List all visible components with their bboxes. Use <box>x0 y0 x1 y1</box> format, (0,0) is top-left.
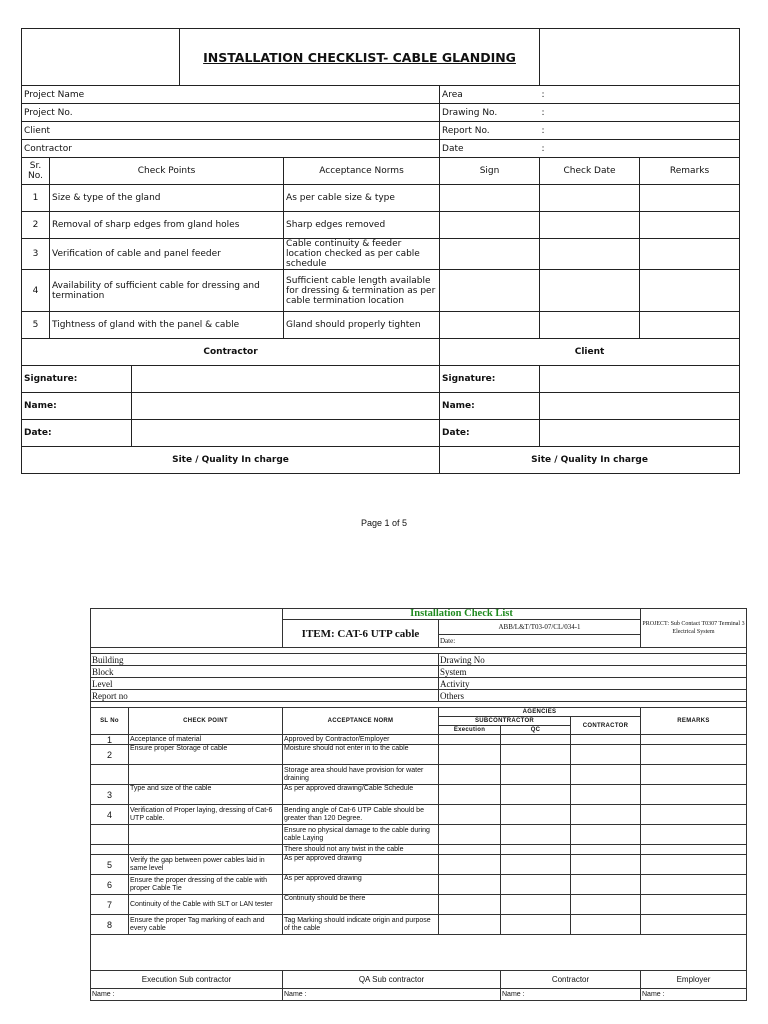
info-label: Project Name <box>22 86 440 104</box>
title-right-cell <box>540 29 740 86</box>
header-check-date: Check Date <box>540 158 640 185</box>
row-sl: 4 <box>91 805 129 825</box>
check-date-cell[interactable] <box>540 239 640 270</box>
qc-cell[interactable] <box>501 875 571 895</box>
row-norm: As per approved drawing/Cable Schedule <box>283 785 439 805</box>
table-row <box>91 915 747 935</box>
header-check-points: Check Points <box>50 158 284 185</box>
row-norm: As per cable size & type <box>284 185 440 212</box>
row-check-point: Ensure the proper Tag marking of each and every cable <box>129 915 283 935</box>
qc-cell[interactable] <box>501 855 571 875</box>
qc-cell[interactable] <box>501 785 571 805</box>
row-check-point: Verify the gap between power cables laid in same level <box>129 855 283 875</box>
row-norm: Bending angle of Cat-6 UTP Cable should be greater than 120 Degree. <box>283 805 439 825</box>
info-label: Report no <box>91 690 439 702</box>
row-check-point: Ensure proper Storage of cable <box>129 745 283 765</box>
info-label: Client <box>22 122 440 140</box>
remarks-cell[interactable] <box>640 312 740 339</box>
row-check-point: Tightness of gland with the panel & cable <box>50 312 284 339</box>
execution-cell[interactable] <box>439 875 501 895</box>
remarks-cell[interactable] <box>640 239 740 270</box>
employer-heading: Employer <box>641 971 747 989</box>
qa-name-label: Name : <box>283 989 501 1001</box>
client-signature-field[interactable] <box>540 366 740 393</box>
client-signature-label: Signature: <box>440 366 540 393</box>
info-label: System <box>439 666 747 678</box>
contractor-cell[interactable] <box>571 745 641 765</box>
qc-cell[interactable] <box>501 895 571 915</box>
info-label: Area <box>440 86 540 104</box>
header-sl-no: SL No <box>91 708 129 735</box>
info-colon: : <box>540 104 740 122</box>
execution-name-label: Name : <box>91 989 283 1001</box>
info-colon: : <box>540 122 740 140</box>
checklist-title: INSTALLATION CHECKLIST- CABLE GLANDING <box>180 29 540 86</box>
check-date-cell[interactable] <box>540 270 640 312</box>
qc-cell[interactable] <box>501 825 571 845</box>
info-colon: : <box>540 140 740 158</box>
table-row <box>91 785 747 805</box>
info-label: Date <box>440 140 540 158</box>
table-row <box>91 855 747 875</box>
qc-cell[interactable] <box>501 805 571 825</box>
contractor-heading: Contractor <box>22 339 440 366</box>
contractor-cell[interactable] <box>571 825 641 845</box>
row-sl <box>91 845 129 855</box>
contractor-cell[interactable] <box>571 805 641 825</box>
row-sl: 3 <box>91 785 129 805</box>
contractor-date-label: Date: <box>22 420 132 447</box>
row-sl: 5 <box>91 855 129 875</box>
info-label: Level <box>91 678 439 690</box>
qa-subcontractor-heading: QA Sub contractor <box>283 971 501 989</box>
table-row <box>22 270 740 312</box>
client-name-field[interactable] <box>540 393 740 420</box>
row-sl <box>91 765 129 785</box>
info-label: Block <box>91 666 439 678</box>
date-label: Date: <box>439 635 641 648</box>
contractor-date-field[interactable] <box>132 420 440 447</box>
info-colon: : <box>540 86 740 104</box>
row-norm: Approved by Contractor/Employer <box>283 735 439 745</box>
row-check-point: Verification of Proper laying, dressing of Cat-6 UTP cable. <box>129 805 283 825</box>
table-row <box>22 239 740 270</box>
row-norm: As per approved drawing <box>283 855 439 875</box>
table-row <box>91 825 747 845</box>
header-check-point: CHECK POINT <box>129 708 283 735</box>
table-row <box>91 845 747 855</box>
header-remarks: REMARKS <box>641 708 747 735</box>
header-qc: QC <box>501 726 571 735</box>
qc-cell[interactable] <box>501 745 571 765</box>
sign-cell[interactable] <box>440 212 540 239</box>
table-row <box>22 212 740 239</box>
info-label: Report No. <box>440 122 540 140</box>
logo-cell <box>22 29 180 86</box>
header-acceptance-norm: ACCEPTANCE NORM <box>283 708 439 735</box>
info-label: Drawing No. <box>440 104 540 122</box>
header-sr-no: Sr. No. <box>22 158 50 185</box>
row-sl: 6 <box>91 875 129 895</box>
project-label: PROJECT: Sub Contact T0307 Terminal 3 Electrical System <box>641 609 747 648</box>
contractor-signature-label: Signature: <box>22 366 132 393</box>
row-sr: 2 <box>22 212 50 239</box>
client-site-quality: Site / Quality In charge <box>440 447 740 474</box>
row-sl: 7 <box>91 895 129 915</box>
document-number: ABB/L&T/T03-07/CL/034-1 <box>439 620 641 635</box>
row-norm: Storage area should have provision for water draining <box>283 765 439 785</box>
row-sr: 3 <box>22 239 50 270</box>
contractor-cell[interactable] <box>571 895 641 915</box>
contractor-heading: Contractor <box>501 971 641 989</box>
row-check-point: Acceptance of material <box>129 735 283 745</box>
contractor-signature-field[interactable] <box>132 366 440 393</box>
contractor-name-label: Name: <box>22 393 132 420</box>
execution-cell[interactable] <box>439 745 501 765</box>
checklist-title: Installation Check List <box>283 609 641 620</box>
row-sl: 1 <box>91 735 129 745</box>
row-norm: As per approved drawing <box>283 875 439 895</box>
contractor-cell[interactable] <box>571 915 641 935</box>
remarks-cell[interactable] <box>641 895 747 915</box>
info-label: Drawing No <box>439 654 747 666</box>
logo-cell <box>91 609 283 648</box>
row-check-point: Verification of cable and panel feeder <box>50 239 284 270</box>
execution-cell[interactable] <box>439 855 501 875</box>
header-subcontractor: SUBCONTRACTOR <box>439 717 571 726</box>
remarks-cell[interactable] <box>641 805 747 825</box>
info-label: Contractor <box>22 140 440 158</box>
execution-cell[interactable] <box>439 785 501 805</box>
row-sl: 8 <box>91 915 129 935</box>
cable-glanding-checklist <box>21 28 740 474</box>
sign-cell[interactable] <box>440 270 540 312</box>
execution-cell[interactable] <box>439 805 501 825</box>
contractor-name-label: Name : <box>501 989 641 1001</box>
remarks-cell[interactable] <box>640 270 740 312</box>
contractor-name-field[interactable] <box>132 393 440 420</box>
client-date-field[interactable] <box>540 420 740 447</box>
remarks-cell[interactable] <box>640 185 740 212</box>
row-sl <box>91 825 129 845</box>
row-check-point <box>129 825 283 845</box>
remarks-cell[interactable] <box>641 735 747 745</box>
contractor-site-quality: Site / Quality In charge <box>22 447 440 474</box>
check-date-cell[interactable] <box>540 212 640 239</box>
remarks-cell[interactable] <box>641 745 747 765</box>
qc-cell[interactable] <box>501 735 571 745</box>
header-acceptance-norms: Acceptance Norms <box>284 158 440 185</box>
header-agencies: AGENCIES <box>439 708 641 717</box>
qc-cell[interactable] <box>501 915 571 935</box>
remarks-cell[interactable] <box>640 212 740 239</box>
check-date-cell[interactable] <box>540 185 640 212</box>
table-row <box>22 185 740 212</box>
sign-cell[interactable] <box>440 185 540 212</box>
remarks-cell[interactable] <box>641 915 747 935</box>
contractor-cell[interactable] <box>571 765 641 785</box>
page-number: Page 1 of 5 <box>360 518 408 528</box>
table-row <box>22 312 740 339</box>
row-norm: Moisture should not enter in to the cable <box>283 745 439 765</box>
client-name-label: Name: <box>440 393 540 420</box>
row-check-point <box>129 765 283 785</box>
remarks-cell[interactable] <box>641 855 747 875</box>
header-execution: Execution <box>439 726 501 735</box>
row-sr: 5 <box>22 312 50 339</box>
header-sign: Sign <box>440 158 540 185</box>
check-date-cell[interactable] <box>540 312 640 339</box>
execution-cell[interactable] <box>439 915 501 935</box>
row-check-point: Size & type of the gland <box>50 185 284 212</box>
info-label: Others <box>439 690 747 702</box>
row-norm: Tag Marking should indicate origin and purpose of the cable <box>283 915 439 935</box>
contractor-cell[interactable] <box>571 845 641 855</box>
row-check-point: Type and size of the cable <box>129 785 283 805</box>
table-row <box>91 765 747 785</box>
execution-cell[interactable] <box>439 735 501 745</box>
table-row <box>91 895 747 915</box>
row-norm: Continuity should be there <box>283 895 439 915</box>
info-label: Building <box>91 654 439 666</box>
contractor-cell[interactable] <box>571 735 641 745</box>
remarks-cell[interactable] <box>641 765 747 785</box>
contractor-cell[interactable] <box>571 855 641 875</box>
qc-cell[interactable] <box>501 845 571 855</box>
row-norm: Cable continuity & feeder location checked as per cable schedule <box>284 239 440 270</box>
table-row <box>91 805 747 825</box>
sign-cell[interactable] <box>440 312 540 339</box>
remarks-cell[interactable] <box>641 845 747 855</box>
row-norm: Ensure no physical damage to the cable during cable Laying <box>283 825 439 845</box>
contractor-cell[interactable] <box>571 785 641 805</box>
execution-cell[interactable] <box>439 895 501 915</box>
employer-name-label: Name : <box>641 989 747 1001</box>
sign-cell[interactable] <box>440 239 540 270</box>
row-check-point: Continuity of the Cable with SLT or LAN tester <box>129 895 283 915</box>
cat6-installation-checklist <box>90 608 747 1001</box>
header-contractor: CONTRACTOR <box>571 717 641 735</box>
row-check-point: Removal of sharp edges from gland holes <box>50 212 284 239</box>
item-label: ITEM: CAT-6 UTP cable <box>283 620 439 648</box>
row-norm: There should not any twist in the cable <box>283 845 439 855</box>
execution-subcontractor-heading: Execution Sub contractor <box>91 971 283 989</box>
info-label: Project No. <box>22 104 440 122</box>
remarks-cell[interactable] <box>641 875 747 895</box>
header-remarks: Remarks <box>640 158 740 185</box>
row-sr: 1 <box>22 185 50 212</box>
spacer <box>91 935 747 971</box>
execution-cell[interactable] <box>439 825 501 845</box>
client-heading: Client <box>440 339 740 366</box>
row-check-point <box>129 845 283 855</box>
qc-cell[interactable] <box>501 765 571 785</box>
remarks-cell[interactable] <box>641 785 747 805</box>
remarks-cell[interactable] <box>641 825 747 845</box>
execution-cell[interactable] <box>439 765 501 785</box>
row-check-point: Availability of sufficient cable for dressing and termination <box>50 270 284 312</box>
table-row <box>91 745 747 765</box>
row-norm: Gland should properly tighten <box>284 312 440 339</box>
table-row <box>91 875 747 895</box>
row-check-point: Ensure the proper dressing of the cable with proper Cable Tie <box>129 875 283 895</box>
row-sl: 2 <box>91 745 129 765</box>
table-row <box>91 735 747 745</box>
execution-cell[interactable] <box>439 845 501 855</box>
info-label: Activity <box>439 678 747 690</box>
client-date-label: Date: <box>440 420 540 447</box>
row-norm: Sufficient cable length available for dressing & termination as per cable termination location <box>284 270 440 312</box>
row-sr: 4 <box>22 270 50 312</box>
contractor-cell[interactable] <box>571 875 641 895</box>
row-norm: Sharp edges removed <box>284 212 440 239</box>
